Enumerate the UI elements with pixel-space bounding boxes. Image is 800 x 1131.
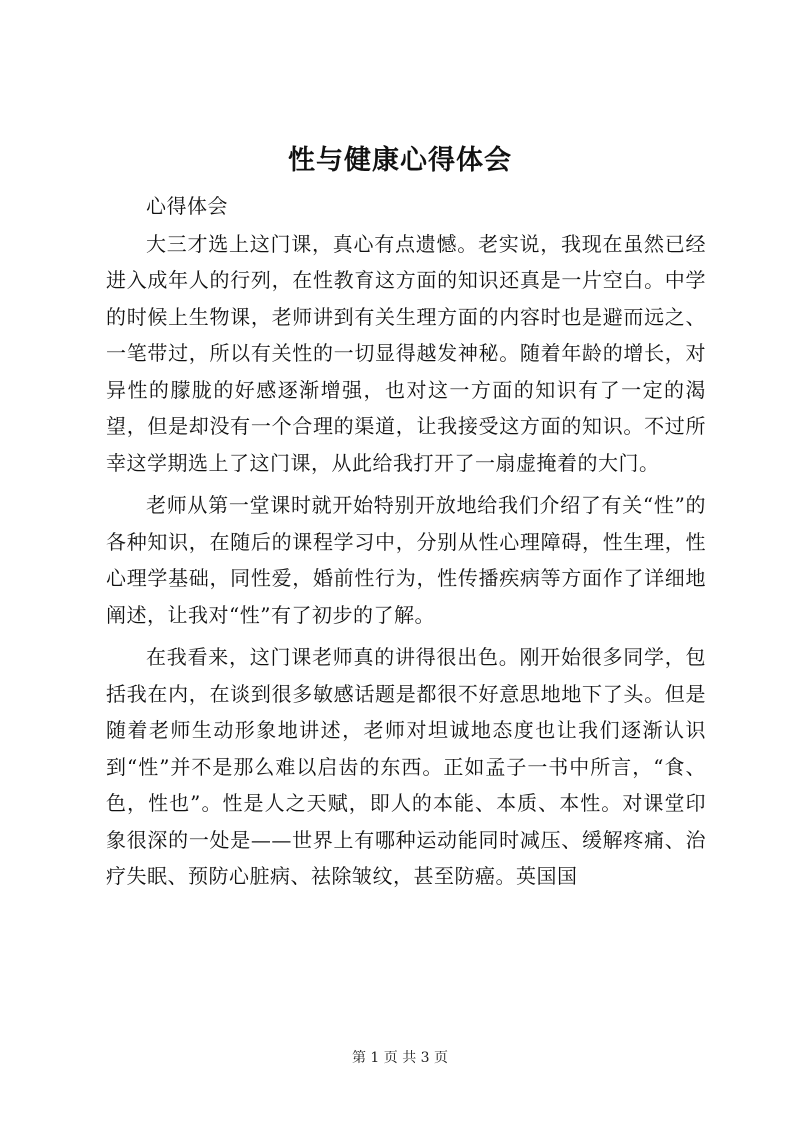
paragraph-heading: 心得体会	[146, 194, 228, 218]
paragraph-1: 大三才选上这门课，真心有点遗憾。老实说，我现在虽然已经进入成年人的行列，在性教育这方面的知识还真是一片空白。中学的时候上生物课，老师讲到有关生理方面的内容时也是避而远之、一笔带过，所以有关性的一切显得越发神秘。随着年龄的增长，对异性的朦胧的好感逐渐增强，也对这一方面的知识有了一定的渴望，但是却没有一个合理的渠道，让我接受这方面的知识。不过所幸这学期选上了这门课，从此给我打开了一扇虚掩着的大门。	[106, 231, 706, 475]
document-title: 性与健康心得体会	[288, 145, 512, 176]
page-number-footer: 第 1 页 共 3 页	[351, 1050, 449, 1066]
paragraph-3: 在我看来，这门课老师真的讲得很出色。刚开始很多同学，包括我在内，在谈到很多敏感话题是都很不好意思地地下了头。但是随着老师生动形象地讲述，老师对坦诚地态度也让我们逐渐认识到“性”并不是那么难以启齿的东西。正如孟子一书中所言，“食、色，性也”。性是人之天赋，即人的本能、本质、本性。对课堂印象很深的一处是——世界上有哪种运动能同时减压、缓解疼痛、治疗失眠、预防心脏病、祛除皱纹，甚至防癌。英国国	[106, 645, 706, 888]
paragraph-2: 老师从第一堂课时就开始特别开放地给我们介绍了有关“性”的各种知识，在随后的课程学习中，分别从性心理障碍，性生理，性心理学基础，同性爱，婚前性行为，性传播疾病等方面作了详细地阐述，让我对“性”有了初步的了解。	[106, 493, 706, 627]
document-body	[106, 188, 706, 895]
